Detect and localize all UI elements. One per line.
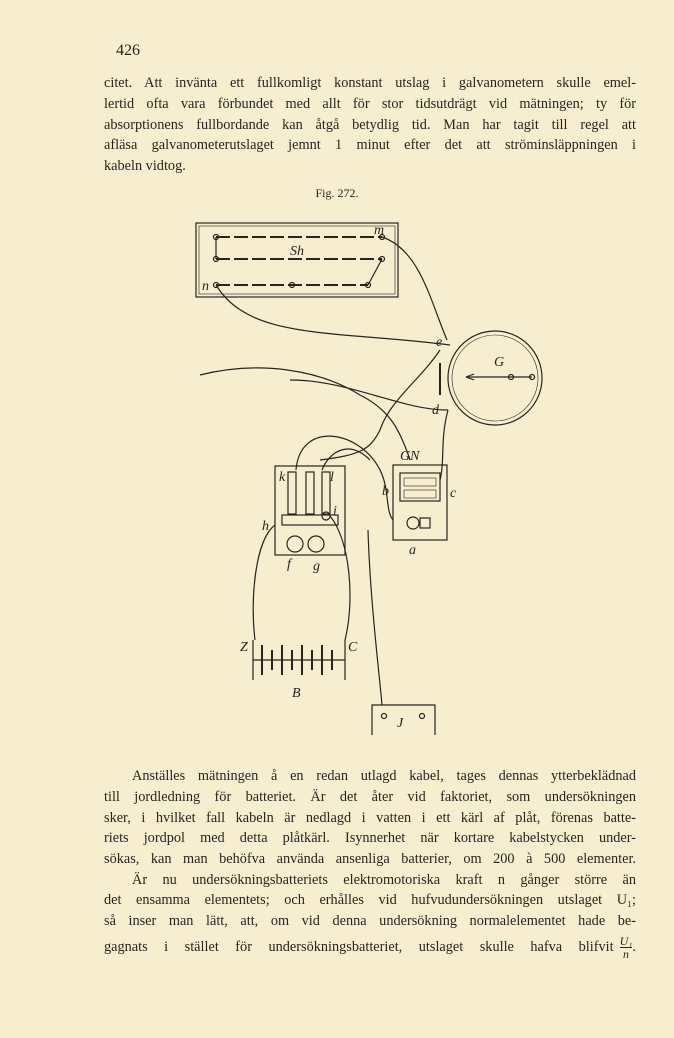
fraction-end: . — [632, 938, 636, 955]
label-b-battery: B — [292, 686, 301, 701]
last-line-row — [104, 934, 636, 960]
figure-caption: Fig. 272. — [315, 186, 359, 200]
text-line: det ensamma elementets; och erhålles vid hufvudundersökningen utslaget U₁; — [104, 892, 636, 908]
text-line: sökas, kan man behöfva använda ansenliga batterier, om 200 à 500 elementer. — [104, 851, 636, 867]
label-g-small: g — [313, 559, 320, 574]
text-line: kabeln vidtog. — [104, 158, 186, 174]
label-z: Z — [240, 640, 248, 655]
text-line: så inser man lätt, att, om vid denna undersökning normalelementet hade be- — [104, 913, 636, 929]
text-line: till jordledning för batteriet. Är det åter vid faktoriet, som undersökningen — [104, 789, 636, 805]
gn-box — [393, 465, 447, 540]
text-line: afläsa galvanometerutslaget jemnt 1 minut efter det att ströminsläppningen i — [104, 137, 636, 153]
text-line: Är nu undersökningsbatteriets elektromotoriska kraft n gånger större än — [132, 872, 636, 888]
text-line: lertid ofta vara förbundet med allt för stor tidsutdrägt vid mätningen; ty för — [104, 96, 636, 112]
label-i: i — [333, 504, 337, 519]
text-line: sker, i hvilket fall kabeln är nedlagd i vatten i ett kärl af plåt, förenas batte- — [104, 810, 636, 826]
label-c: C — [348, 640, 358, 655]
j-box — [372, 705, 435, 735]
label-j: J — [397, 716, 404, 731]
galvanometer — [448, 331, 542, 425]
label-b: b — [382, 484, 389, 499]
fraction — [620, 935, 636, 960]
text-line: citet. Att invänta ett fullkomligt konstant utslag i galvanometern skulle emel- — [104, 75, 636, 91]
label-a: a — [409, 543, 416, 558]
label-k: k — [279, 470, 286, 485]
label-sh: Sh — [290, 244, 304, 259]
text-line: absorptionens fullbordande kan åtgå betydlig tid. Man har tagit till regel att — [104, 117, 636, 133]
label-n: n — [202, 279, 209, 294]
label-m: m — [374, 223, 385, 238]
label-f: f — [287, 557, 291, 572]
fraction-denominator: n — [623, 946, 629, 961]
label-d: d — [432, 403, 439, 418]
text-line: riets jordpol med detta plåtkärl. Isynnerhet när kortare kabelstycken under- — [104, 830, 636, 846]
label-gn: GN — [400, 449, 420, 464]
label-h: h — [262, 519, 269, 534]
label-e: e — [436, 335, 443, 350]
fraction-numerator: U₁ — [619, 933, 633, 948]
text-line: Anställes mätningen å en redan utlagd kabel, tages dennas ytterbeklädnad — [132, 768, 636, 784]
label-l: l — [330, 470, 334, 485]
label-c-gn: c — [450, 486, 457, 501]
label-g: G — [494, 355, 505, 370]
page-number: 426 — [116, 42, 140, 59]
text-line: gagnats i stället för undersökningsbatteriet, utslaget skulle hafva blifvit — [104, 939, 614, 955]
